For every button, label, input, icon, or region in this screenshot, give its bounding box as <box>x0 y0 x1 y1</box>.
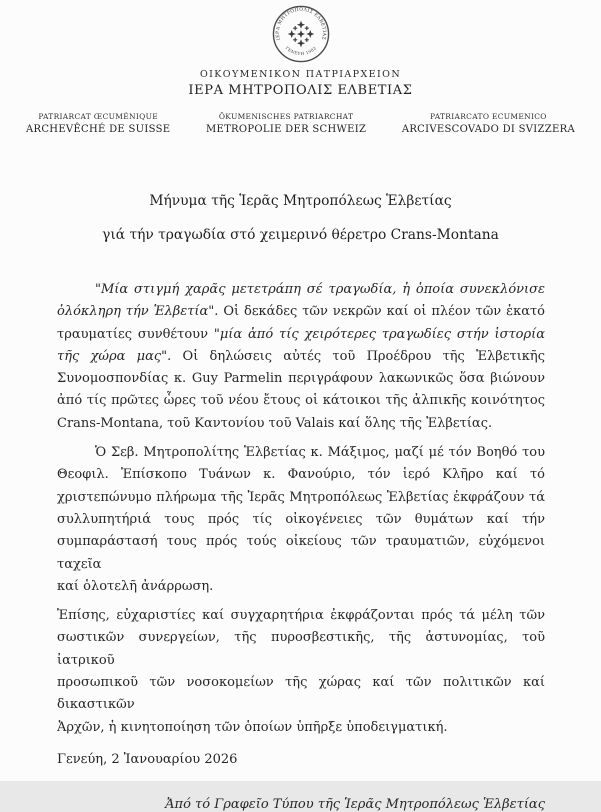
text-line <box>57 464 545 486</box>
seal-rim-bottom-text: ΓΕΝΕΥΗ 1982 <box>284 45 317 57</box>
archdiocese-label-de: METROPOLIE DER SCHWEIZ <box>205 124 367 135</box>
text-line <box>57 301 545 323</box>
metropolis-seal <box>0 5 601 63</box>
header-column-german <box>206 112 366 136</box>
patriarchate-label-de: ÖKUMENISCHES PATRIARCHAT <box>218 112 354 121</box>
letterhead <box>0 0 601 136</box>
body-text-segment: ἀπό τίς πρῶτες ὧρες τοῦ νέου ἔτους οἱ κάτοικοι τῆς ἀλπικῆς κοινότητος <box>57 393 545 409</box>
paragraph <box>57 279 545 435</box>
quoted-text: ὁλόκληρη τήν Ἑλβετία". <box>57 304 219 320</box>
body-text-segment: χριστεπώνυμο πλήρωμα τῆς Ἱερᾶς Μητροπόλεως Ἑλβετίας ἐκφράζουν τά <box>57 489 545 505</box>
body-text-segment: συμπαράστασή τους πρός τούς οἰκείους τῶν τραυματιῶν, εὐχόμενοι ταχεῖα <box>57 534 545 572</box>
trilingual-header <box>0 112 601 136</box>
text-line <box>57 605 545 627</box>
seal-rim-top-text: ΙΕΡΑ ΜΗΤΡΟΠΟΛΙΣ ΕΛΒΕΤΙΑΣ <box>275 7 326 41</box>
press-office-signoff: Ἀπό τό Γραφεῖο Τύπου τῆς Ἱερᾶς Μητροπόλεως Ἑλβετίας <box>165 797 545 812</box>
text-line <box>57 324 545 346</box>
quoted-text: "Μία στιγμή χαρᾶς μετετράπη σέ τραγωδία, ἡ ὁποία συνεκλόνισε <box>95 282 545 297</box>
text-line <box>57 390 545 412</box>
title-line-1: Μήνυμα τῆς Ἱερᾶς Μητροπόλεως Ἑλβετίας <box>149 193 452 209</box>
document-title <box>0 193 601 243</box>
paragraph <box>57 605 545 739</box>
body-text-segment: σωστικῶν συνεργείων, τῆς πυροσβεστικῆς, τῆς ἀστυνομίας, τοῦ ἰατρικοῦ <box>57 630 545 668</box>
body-text-segment: τραυματίες συνθέτουν <box>57 326 214 342</box>
text-line <box>57 346 545 368</box>
body-text <box>57 279 545 739</box>
text-line <box>57 509 545 531</box>
text-line <box>57 368 545 390</box>
body-text-segment: Crans-Montana, τοῦ Καντονίου τοῦ Valais καί ὅλης τῆς Ἑλβετίας. <box>57 415 493 431</box>
text-line <box>57 531 545 576</box>
quoted-text: "μία ἀπό τίς χειρότερες τραγωδίες στήν ἱστορία <box>213 326 545 342</box>
header-column-italian <box>402 112 575 136</box>
metropolis-name: ΙΕΡΑ ΜΗΤΡΟΠΟΛΙΣ ΕΛΒΕΤΙΑΣ <box>188 83 413 98</box>
body-text-segment: Ὁ Σεβ. Μητροπολίτης Ἑλβετίας κ. Μάξιμος, μαζί μέ τόν Βοηθό του <box>95 445 545 461</box>
text-line <box>57 279 545 301</box>
text-line <box>57 487 545 509</box>
patriarchate-name: ΟΙΚΟΥΜΕΝΙΚΟΝ ΠΑΤΡΙΑΡΧΕΙΟΝ <box>199 69 402 80</box>
text-line <box>57 413 545 435</box>
quoted-text: τῆς χώρα μας". <box>57 348 172 364</box>
seal-emblem-icon <box>270 5 332 63</box>
body-text-segment: συλλυπητήριά τους πρός τίς οἰκογένειες τῶν θυμάτων καί τήν <box>57 511 545 527</box>
body-text-segment: Ἐπίσης, εὐχαριστίες καί συγχαρητήρια ἐκφράζονται πρός τά μέλη τῶν <box>57 608 545 624</box>
archdiocese-label-it: ARCIVESCOVADO DI SVIZZERA <box>401 124 575 135</box>
text-line <box>57 442 545 464</box>
body-text-segment: Οἱ δεκάδες τῶν νεκρῶν καί οἱ πλέον τῶν ἑκατό <box>218 304 545 320</box>
body-text-segment: Ἀρχῶν, ἡ κινητοποίηση τῶν ὁποίων ὑπῆρξε ὑποδειγματική. <box>57 719 448 735</box>
text-line <box>57 717 545 739</box>
header-column-french <box>26 112 170 136</box>
body-text-segment: προσωπικοῦ τῶν νοσοκομείων τῆς χώρας καί τῶν πολιτικῶν καί δικαστικῶν <box>57 675 545 713</box>
text-line <box>57 576 545 598</box>
body-text-segment: καί ὁλοτελῆ ἀνάρρωση. <box>57 578 214 594</box>
title-line-2: γιά τήν τραγωδία στό χειμερινό θέρετρο Crans-Montana <box>102 227 499 243</box>
dateline: Γενεύη, 2 Ἰανουαρίου 2026 <box>57 751 238 767</box>
paragraph <box>57 442 545 598</box>
body-text-segment: Θεοφιλ. Ἐπίσκοπο Τυάνων κ. Φανούριο, τόν ἱερό Κλῆρο καί τό <box>57 467 545 483</box>
text-line <box>57 627 545 672</box>
patriarchate-label-fr: PATRIARCAT ŒCUMÉNIQUE <box>38 112 159 121</box>
body-text-segment: Οἱ δηλώσεις αὐτές τοῦ Προέδρου τῆς Ἑλβετικῆς <box>171 348 545 364</box>
archdiocese-label-fr: ARCHEVÊCHÉ DE SUISSE <box>26 124 171 135</box>
body-text-segment: Συνομοσπονδίας κ. Guy Parmelin περιγράφουν λακωνικῶς ὅσα βιώνουν <box>57 371 545 387</box>
text-line <box>57 672 545 717</box>
seal-cross-icon <box>287 21 314 48</box>
patriarchate-label-it: PATRIARCATO ECUMENICO <box>430 112 547 121</box>
